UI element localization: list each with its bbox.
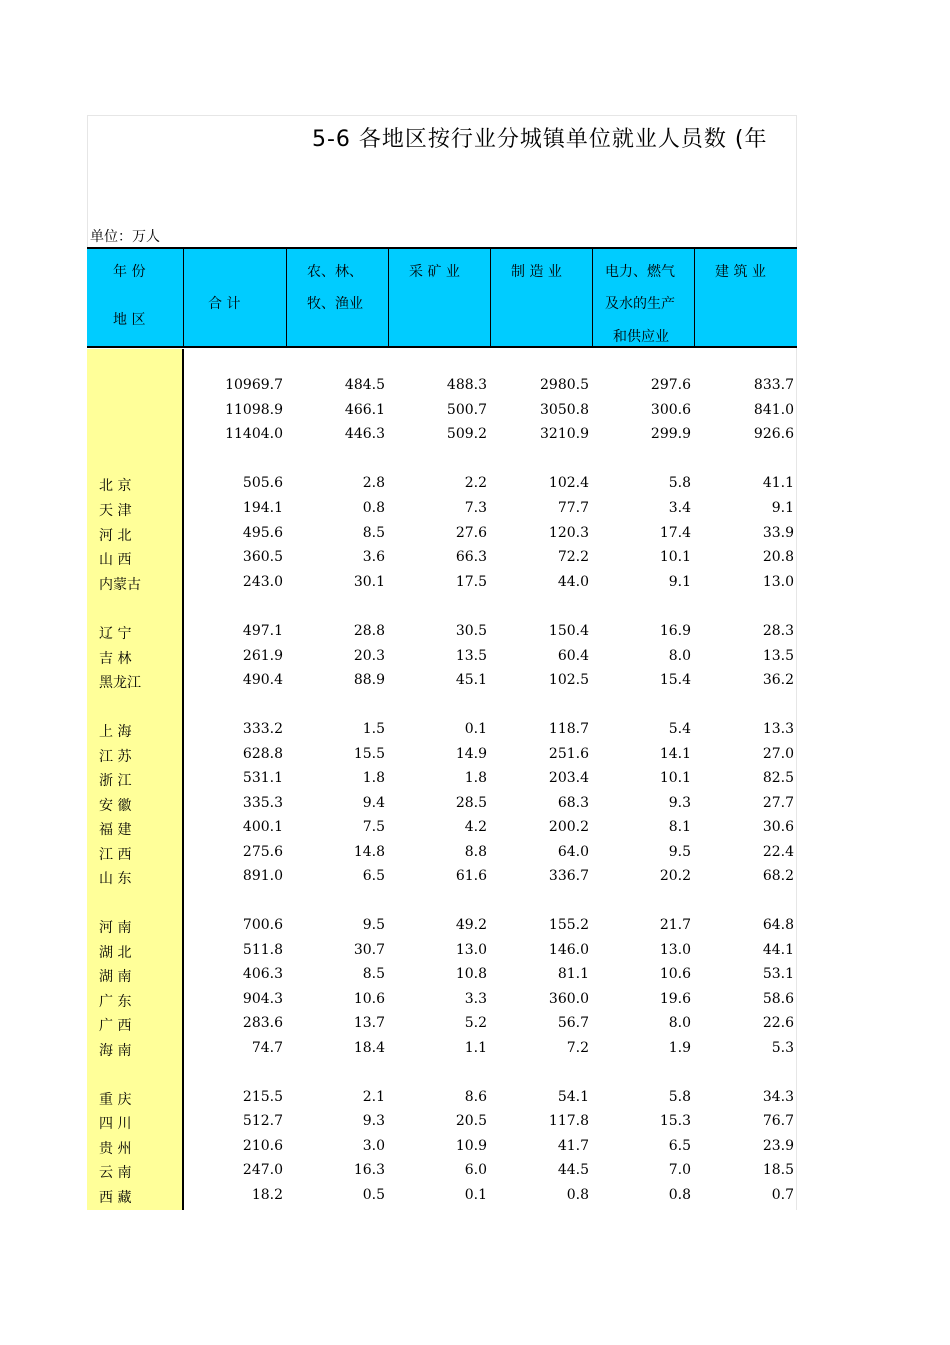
table-cell: 0.1 bbox=[464, 721, 487, 737]
table-row bbox=[87, 991, 797, 1013]
table-cell: 21.7 bbox=[659, 917, 691, 933]
table-cell: 13.0 bbox=[455, 942, 487, 958]
table-cell: 30.5 bbox=[455, 623, 487, 639]
table-cell: 10.1 bbox=[659, 549, 691, 565]
table-cell: 15.3 bbox=[659, 1113, 691, 1129]
region-name: 云 南 bbox=[99, 1165, 132, 1181]
table-cell: 102.5 bbox=[548, 672, 589, 688]
table-cell: 497.1 bbox=[242, 623, 283, 639]
table-cell: 0.7 bbox=[771, 1187, 794, 1203]
table-row bbox=[87, 475, 797, 497]
table-cell: 904.3 bbox=[242, 991, 283, 1007]
table-cell: 58.6 bbox=[762, 991, 794, 1007]
table-cell: 18.2 bbox=[251, 1187, 283, 1203]
table-cell: 10.6 bbox=[353, 991, 385, 1007]
table-cell: 10.8 bbox=[455, 966, 487, 982]
table-row bbox=[87, 672, 797, 694]
table-cell: 297.6 bbox=[650, 377, 691, 393]
table-cell: 102.4 bbox=[548, 475, 589, 491]
table-cell: 194.1 bbox=[242, 500, 283, 516]
table-cell: 117.8 bbox=[548, 1113, 589, 1129]
region-name: 山 东 bbox=[99, 871, 132, 887]
region-name: 安 徽 bbox=[99, 798, 132, 814]
table-cell: 300.6 bbox=[650, 402, 691, 418]
table-cell: 3210.9 bbox=[540, 426, 589, 442]
table-cell: 33.9 bbox=[762, 525, 794, 541]
table-cell: 5.8 bbox=[668, 1089, 691, 1105]
table-cell: 56.7 bbox=[557, 1015, 589, 1031]
table-cell: 6.5 bbox=[362, 868, 385, 884]
table-cell: 9.3 bbox=[362, 1113, 385, 1129]
table-cell: 28.3 bbox=[762, 623, 794, 639]
table-row bbox=[87, 1040, 797, 1062]
table-cell: 9.5 bbox=[362, 917, 385, 933]
table-cell: 0.8 bbox=[362, 500, 385, 516]
table-cell: 16.9 bbox=[659, 623, 691, 639]
table-cell: 30.1 bbox=[353, 574, 385, 590]
header-col-label: 农、林、 bbox=[307, 264, 363, 280]
table-row bbox=[87, 770, 797, 792]
table-cell: 333.2 bbox=[242, 721, 283, 737]
table-cell: 13.5 bbox=[762, 648, 794, 664]
table-header bbox=[87, 247, 797, 348]
table-cell: 484.5 bbox=[344, 377, 385, 393]
header-region-label: 地 区 bbox=[113, 312, 146, 328]
table-cell: 1.8 bbox=[464, 770, 487, 786]
table-cell: 628.8 bbox=[242, 746, 283, 762]
table-cell: 10969.7 bbox=[225, 377, 283, 393]
table-cell: 1.5 bbox=[362, 721, 385, 737]
table-cell: 500.7 bbox=[446, 402, 487, 418]
header-col-total bbox=[183, 249, 286, 346]
table-cell: 203.4 bbox=[548, 770, 589, 786]
table-cell: 0.5 bbox=[362, 1187, 385, 1203]
table-cell: 200.2 bbox=[548, 819, 589, 835]
table-cell: 5.3 bbox=[771, 1040, 794, 1056]
table-row bbox=[87, 377, 797, 399]
table-cell: 360.5 bbox=[242, 549, 283, 565]
table-cell: 509.2 bbox=[446, 426, 487, 442]
region-name: 内蒙古 bbox=[99, 577, 141, 593]
table-row bbox=[87, 795, 797, 817]
table-row bbox=[87, 1138, 797, 1160]
table-cell: 150.4 bbox=[548, 623, 589, 639]
table-cell: 11098.9 bbox=[225, 402, 283, 418]
table-row bbox=[87, 574, 797, 596]
region-name: 吉 林 bbox=[99, 651, 132, 667]
table-cell: 10.9 bbox=[455, 1138, 487, 1154]
table-cell: 283.6 bbox=[242, 1015, 283, 1031]
table-cell: 6.0 bbox=[464, 1162, 487, 1178]
table-row bbox=[87, 1089, 797, 1111]
table-cell: 488.3 bbox=[446, 377, 487, 393]
table-cell: 9.1 bbox=[668, 574, 691, 590]
table-cell: 88.9 bbox=[353, 672, 385, 688]
table-cell: 22.4 bbox=[762, 844, 794, 860]
table-cell: 68.2 bbox=[762, 868, 794, 884]
region-name: 福 建 bbox=[99, 822, 132, 838]
table-cell: 10.1 bbox=[659, 770, 691, 786]
table-cell: 8.8 bbox=[464, 844, 487, 860]
table-cell: 251.6 bbox=[548, 746, 589, 762]
region-name: 湖 南 bbox=[99, 969, 132, 985]
table-cell: 2.8 bbox=[362, 475, 385, 491]
table-row bbox=[87, 648, 797, 670]
table-cell: 23.9 bbox=[762, 1138, 794, 1154]
header-col-label: 合 计 bbox=[208, 296, 241, 312]
table-cell: 7.5 bbox=[362, 819, 385, 835]
table-cell: 155.2 bbox=[548, 917, 589, 933]
table-cell: 118.7 bbox=[548, 721, 589, 737]
table-cell: 247.0 bbox=[242, 1162, 283, 1178]
table-cell: 14.9 bbox=[455, 746, 487, 762]
table-cell: 360.0 bbox=[548, 991, 589, 1007]
table-row bbox=[87, 746, 797, 768]
region-name: 河 北 bbox=[99, 528, 132, 544]
sheet-frame-top bbox=[87, 115, 797, 116]
table-cell: 15.4 bbox=[659, 672, 691, 688]
table-cell: 64.8 bbox=[762, 917, 794, 933]
table-cell: 531.1 bbox=[242, 770, 283, 786]
table-cell: 7.0 bbox=[668, 1162, 691, 1178]
region-name: 江 苏 bbox=[99, 749, 132, 765]
table-cell: 77.7 bbox=[557, 500, 589, 516]
table-cell: 336.7 bbox=[548, 868, 589, 884]
table-cell: 27.6 bbox=[455, 525, 487, 541]
table-row bbox=[87, 500, 797, 522]
header-col-mining bbox=[388, 249, 490, 346]
table-cell: 18.5 bbox=[762, 1162, 794, 1178]
table-cell: 64.0 bbox=[557, 844, 589, 860]
table-cell: 0.8 bbox=[668, 1187, 691, 1203]
header-col-label: 建 筑 业 bbox=[715, 264, 766, 280]
table-cell: 466.1 bbox=[344, 402, 385, 418]
table-row bbox=[87, 1015, 797, 1037]
sheet-frame-left bbox=[87, 115, 88, 250]
region-name: 上 海 bbox=[99, 724, 132, 740]
table-cell: 44.0 bbox=[557, 574, 589, 590]
table-cell: 36.2 bbox=[762, 672, 794, 688]
table-cell: 41.7 bbox=[557, 1138, 589, 1154]
table-cell: 13.7 bbox=[353, 1015, 385, 1031]
region-name: 江 西 bbox=[99, 847, 132, 863]
table-row bbox=[87, 721, 797, 743]
region-name: 辽 宁 bbox=[99, 626, 132, 642]
table-cell: 0.1 bbox=[464, 1187, 487, 1203]
table-row bbox=[87, 549, 797, 571]
table-cell: 68.3 bbox=[557, 795, 589, 811]
table-cell: 0.8 bbox=[566, 1187, 589, 1203]
header-col-manufacturing bbox=[490, 249, 592, 346]
header-col-utilities bbox=[592, 249, 694, 346]
table-cell: 20.3 bbox=[353, 648, 385, 664]
table-cell: 27.7 bbox=[762, 795, 794, 811]
table-cell: 8.1 bbox=[668, 819, 691, 835]
table-row bbox=[87, 1162, 797, 1184]
region-name: 北 京 bbox=[99, 478, 132, 494]
header-col-label: 电力、燃气 bbox=[605, 264, 675, 280]
region-name: 贵 州 bbox=[99, 1141, 132, 1157]
table-cell: 9.3 bbox=[668, 795, 691, 811]
table-cell: 72.2 bbox=[557, 549, 589, 565]
header-year-label: 年 份 bbox=[113, 264, 146, 280]
table-cell: 44.5 bbox=[557, 1162, 589, 1178]
region-name: 四 川 bbox=[99, 1116, 132, 1132]
table-title: 5-6 各地区按行业分城镇单位就业人员数 (年 bbox=[312, 127, 768, 152]
table-row bbox=[87, 402, 797, 424]
header-col-construction bbox=[694, 249, 797, 346]
table-cell: 19.6 bbox=[659, 991, 691, 1007]
table-cell: 400.1 bbox=[242, 819, 283, 835]
table-cell: 14.8 bbox=[353, 844, 385, 860]
table-cell: 406.3 bbox=[242, 966, 283, 982]
table-cell: 17.4 bbox=[659, 525, 691, 541]
table-cell: 9.4 bbox=[362, 795, 385, 811]
table-cell: 5.2 bbox=[464, 1015, 487, 1031]
header-col-label: 和供应业 bbox=[613, 329, 669, 345]
table-cell: 511.8 bbox=[242, 942, 283, 958]
table-cell: 2.2 bbox=[464, 475, 487, 491]
region-name: 河 南 bbox=[99, 920, 132, 936]
table-cell: 3.3 bbox=[464, 991, 487, 1007]
region-name: 天 津 bbox=[99, 503, 132, 519]
table-row bbox=[87, 1187, 797, 1209]
table-cell: 7.3 bbox=[464, 500, 487, 516]
table-cell: 1.9 bbox=[668, 1040, 691, 1056]
table-cell: 512.7 bbox=[242, 1113, 283, 1129]
table-cell: 13.3 bbox=[762, 721, 794, 737]
table-cell: 3.6 bbox=[362, 549, 385, 565]
table-cell: 16.3 bbox=[353, 1162, 385, 1178]
table-row bbox=[87, 819, 797, 841]
table-cell: 66.3 bbox=[455, 549, 487, 565]
table-cell: 8.5 bbox=[362, 966, 385, 982]
table-cell: 891.0 bbox=[242, 868, 283, 884]
table-cell: 261.9 bbox=[242, 648, 283, 664]
table-cell: 120.3 bbox=[548, 525, 589, 541]
table-cell: 13.0 bbox=[762, 574, 794, 590]
table-cell: 299.9 bbox=[650, 426, 691, 442]
table-cell: 54.1 bbox=[557, 1089, 589, 1105]
table-row bbox=[87, 966, 797, 988]
region-name: 广 西 bbox=[99, 1018, 132, 1034]
header-col-agriculture bbox=[286, 249, 388, 346]
table-row bbox=[87, 525, 797, 547]
table-cell: 74.7 bbox=[251, 1040, 283, 1056]
table-cell: 13.0 bbox=[659, 942, 691, 958]
table-cell: 3.4 bbox=[668, 500, 691, 516]
table-cell: 210.6 bbox=[242, 1138, 283, 1154]
table-cell: 8.5 bbox=[362, 525, 385, 541]
table-cell: 10.6 bbox=[659, 966, 691, 982]
table-cell: 28.5 bbox=[455, 795, 487, 811]
table-cell: 17.5 bbox=[455, 574, 487, 590]
table-cell: 3050.8 bbox=[540, 402, 589, 418]
table-cell: 4.2 bbox=[464, 819, 487, 835]
region-name: 山 西 bbox=[99, 552, 132, 568]
table-cell: 446.3 bbox=[344, 426, 385, 442]
table-cell: 44.1 bbox=[762, 942, 794, 958]
table-cell: 20.8 bbox=[762, 549, 794, 565]
table-cell: 18.4 bbox=[353, 1040, 385, 1056]
table-cell: 27.0 bbox=[762, 746, 794, 762]
table-cell: 11404.0 bbox=[225, 426, 283, 442]
table-cell: 490.4 bbox=[242, 672, 283, 688]
table-cell: 45.1 bbox=[455, 672, 487, 688]
table-cell: 61.6 bbox=[455, 868, 487, 884]
header-col-label: 及水的生产 bbox=[605, 296, 675, 312]
table-cell: 8.6 bbox=[464, 1089, 487, 1105]
table-cell: 7.2 bbox=[566, 1040, 589, 1056]
table-cell: 9.5 bbox=[668, 844, 691, 860]
region-name: 重 庆 bbox=[99, 1092, 132, 1108]
table-cell: 926.6 bbox=[753, 426, 794, 442]
table-cell: 275.6 bbox=[242, 844, 283, 860]
table-row bbox=[87, 868, 797, 890]
table-cell: 30.6 bbox=[762, 819, 794, 835]
region-name: 湖 北 bbox=[99, 945, 132, 961]
table-row bbox=[87, 942, 797, 964]
table-cell: 34.3 bbox=[762, 1089, 794, 1105]
table-cell: 22.6 bbox=[762, 1015, 794, 1031]
table-cell: 49.2 bbox=[455, 917, 487, 933]
table-cell: 8.0 bbox=[668, 648, 691, 664]
table-cell: 14.1 bbox=[659, 746, 691, 762]
region-name: 黑龙江 bbox=[99, 675, 141, 691]
table-cell: 15.5 bbox=[353, 746, 385, 762]
table-row bbox=[87, 426, 797, 448]
table-cell: 700.6 bbox=[242, 917, 283, 933]
table-cell: 2980.5 bbox=[540, 377, 589, 393]
table-cell: 41.1 bbox=[762, 475, 794, 491]
header-col-label: 采 矿 业 bbox=[409, 264, 460, 280]
unit-label: 单位：万人 bbox=[90, 229, 160, 245]
table-cell: 53.1 bbox=[762, 966, 794, 982]
table-cell: 1.8 bbox=[362, 770, 385, 786]
header-col-label: 牧、渔业 bbox=[307, 296, 363, 312]
table-cell: 13.5 bbox=[455, 648, 487, 664]
table-cell: 5.4 bbox=[668, 721, 691, 737]
table-cell: 28.8 bbox=[353, 623, 385, 639]
table-row bbox=[87, 623, 797, 645]
header-col-label: 制 造 业 bbox=[511, 264, 562, 280]
region-name: 海 南 bbox=[99, 1043, 132, 1059]
table-cell: 243.0 bbox=[242, 574, 283, 590]
table-cell: 30.7 bbox=[353, 942, 385, 958]
table-cell: 60.4 bbox=[557, 648, 589, 664]
table-cell: 505.6 bbox=[242, 475, 283, 491]
table-cell: 81.1 bbox=[557, 966, 589, 982]
region-name: 浙 江 bbox=[99, 773, 132, 789]
table-cell: 20.2 bbox=[659, 868, 691, 884]
table-cell: 146.0 bbox=[548, 942, 589, 958]
table-row bbox=[87, 1113, 797, 1135]
region-name: 广 东 bbox=[99, 994, 132, 1010]
table-cell: 3.0 bbox=[362, 1138, 385, 1154]
table-cell: 495.6 bbox=[242, 525, 283, 541]
table-cell: 833.7 bbox=[753, 377, 794, 393]
table-cell: 841.0 bbox=[753, 402, 794, 418]
table-cell: 335.3 bbox=[242, 795, 283, 811]
table-row bbox=[87, 844, 797, 866]
table-cell: 6.5 bbox=[668, 1138, 691, 1154]
table-cell: 82.5 bbox=[762, 770, 794, 786]
table-cell: 76.7 bbox=[762, 1113, 794, 1129]
table-cell: 8.0 bbox=[668, 1015, 691, 1031]
table-row bbox=[87, 917, 797, 939]
table-cell: 2.1 bbox=[362, 1089, 385, 1105]
region-name: 西 藏 bbox=[99, 1190, 132, 1206]
table-cell: 9.1 bbox=[771, 500, 794, 516]
table-cell: 20.5 bbox=[455, 1113, 487, 1129]
table-cell: 215.5 bbox=[242, 1089, 283, 1105]
table-cell: 5.8 bbox=[668, 475, 691, 491]
table-cell: 1.1 bbox=[464, 1040, 487, 1056]
